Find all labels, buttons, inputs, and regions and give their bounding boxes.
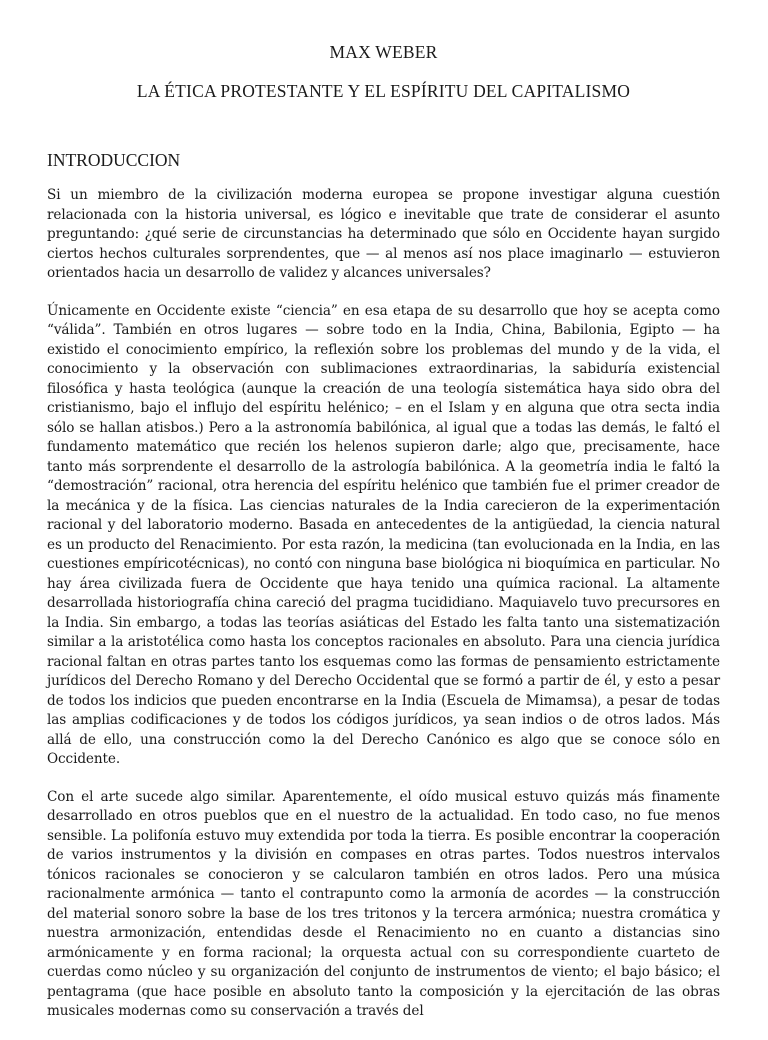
body-paragraph: Si un miembro de la civilización moderna europea se propone investigar alguna cuestión relacionada con la historia universal, es lógico e inevitable que trate de considerar el asunto preguntando: ¿qué serie de circunstancias ha determinado que sólo en Occidente hayan surgido ciertos hechos culturales sorprendentes, que — al menos así nos place imaginarlo — estuvieron orientados hacia un desarrollo de validez y alcances universales?: [47, 187, 720, 281]
body-paragraph: Únicamente en Occidente existe “ciencia” en esa etapa de su desarrollo que hoy se acepta como “válida”. También en otros lugares — sobre todo en la India, China, Babilonia, Egipto — ha existido el conocimiento empírico, la reflexión sobre los problemas del mundo y de la vida, el conocimiento y la observación con sublimaciones extraordinarias, la sabiduría existencial filosófica y hasta teológica (aunque la creación de una teología sistemática haya sido obra del cristianismo, bajo el influjo del espíritu helénico; – en el Islam y en alguna que otra secta india sólo se hallan atisbos.) Pero a la astronomía babilónica, al igual que a todas las demás, le faltó el fundamento matemático que recién los helenos supieron darle; algo que, precisamente, hace tanto más sorprendente el desarrollo de la astrología babilónica. A la geometría india le faltó la “demostración” racional, otra herencia del espíritu helénico que también fue el primer creador de la mecánica y de la física. Las ciencias naturales de la India carecieron de la experimentación racional y del laboratorio moderno. Basada en antecedentes de la antigüedad, la ciencia natural es un producto del Renacimiento. Por esta razón, la medicina (tan evolucionada en la India, en las cuestiones empíricotécnicas), no contó con ninguna base biológica ni bioquímica en particular. No hay área civilizada fuera de Occidente que haya tenido una química racional. La altamente desarrollada historiografía china careció del pragma tucididiano. Maquiavelo tuvo precursores en la India. Sin embargo, a todas las teorías asiáticas del Estado les falta tanto una sistematización similar a la aristotélica como hasta los conceptos racionales en absoluto. Para una ciencia jurídica racional faltan en otras partes tanto los esquemas como las formas de pensamiento estrictamente jurídicos del Derecho Romano y del Derecho Occidental que se formó a partir de él, y esto a pesar de todos los indicios que pueden encontrarse en la India (Escuela de Mimamsa), a pesar de todas las amplias codificaciones y de todos los códigos jurídicos, ya sean indios o de otros lados. Más allá de ello, una construcción como la del Derecho Canónico es algo que se conoce sólo en Occidente.: [47, 302, 720, 767]
body-paragraph: Con el arte sucede algo similar. Aparentemente, el oído musical estuvo quizás más finamente desarrollado en otros pueblos que en el nuestro de la actualidad. En todo caso, no fue menos sensible. La polifonía estuvo muy extendida por toda la tierra. Es posible encontrar la cooperación de varios instrumentos y la división en compases en otras partes. Todos nuestros intervalos tónicos racionales se conocieron y se calcularon también en otros lados. Pero una música racionalmente armónica — tanto el contrapunto como la armonía de acordes — la construcción del material sonoro sobre la base de los tres tritonos y la tercera armónica; nuestra cromática y nuestra armonización, entendidas desde el Renacimiento no en cuanto a distancias sino armónicamente y en forma racional; la orquesta actual con su correspondiente cuarteto de cuerdas como núcleo y su organización del conjunto de instrumentos de viento; el bajo básico; el pentagrama (que hace posible en absoluto tanto la composición y la ejercitación de las obras musicales modernas como su conservación a través del: [47, 788, 720, 1019]
document-page: [47, 42, 720, 1040]
section-heading: INTRODUCCION: [47, 150, 181, 170]
document-author: MAX WEBER: [329, 42, 438, 62]
document-title: LA ÉTICA PROTESTANTE Y EL ESPÍRITU DEL CAPITALISMO: [136, 81, 631, 101]
